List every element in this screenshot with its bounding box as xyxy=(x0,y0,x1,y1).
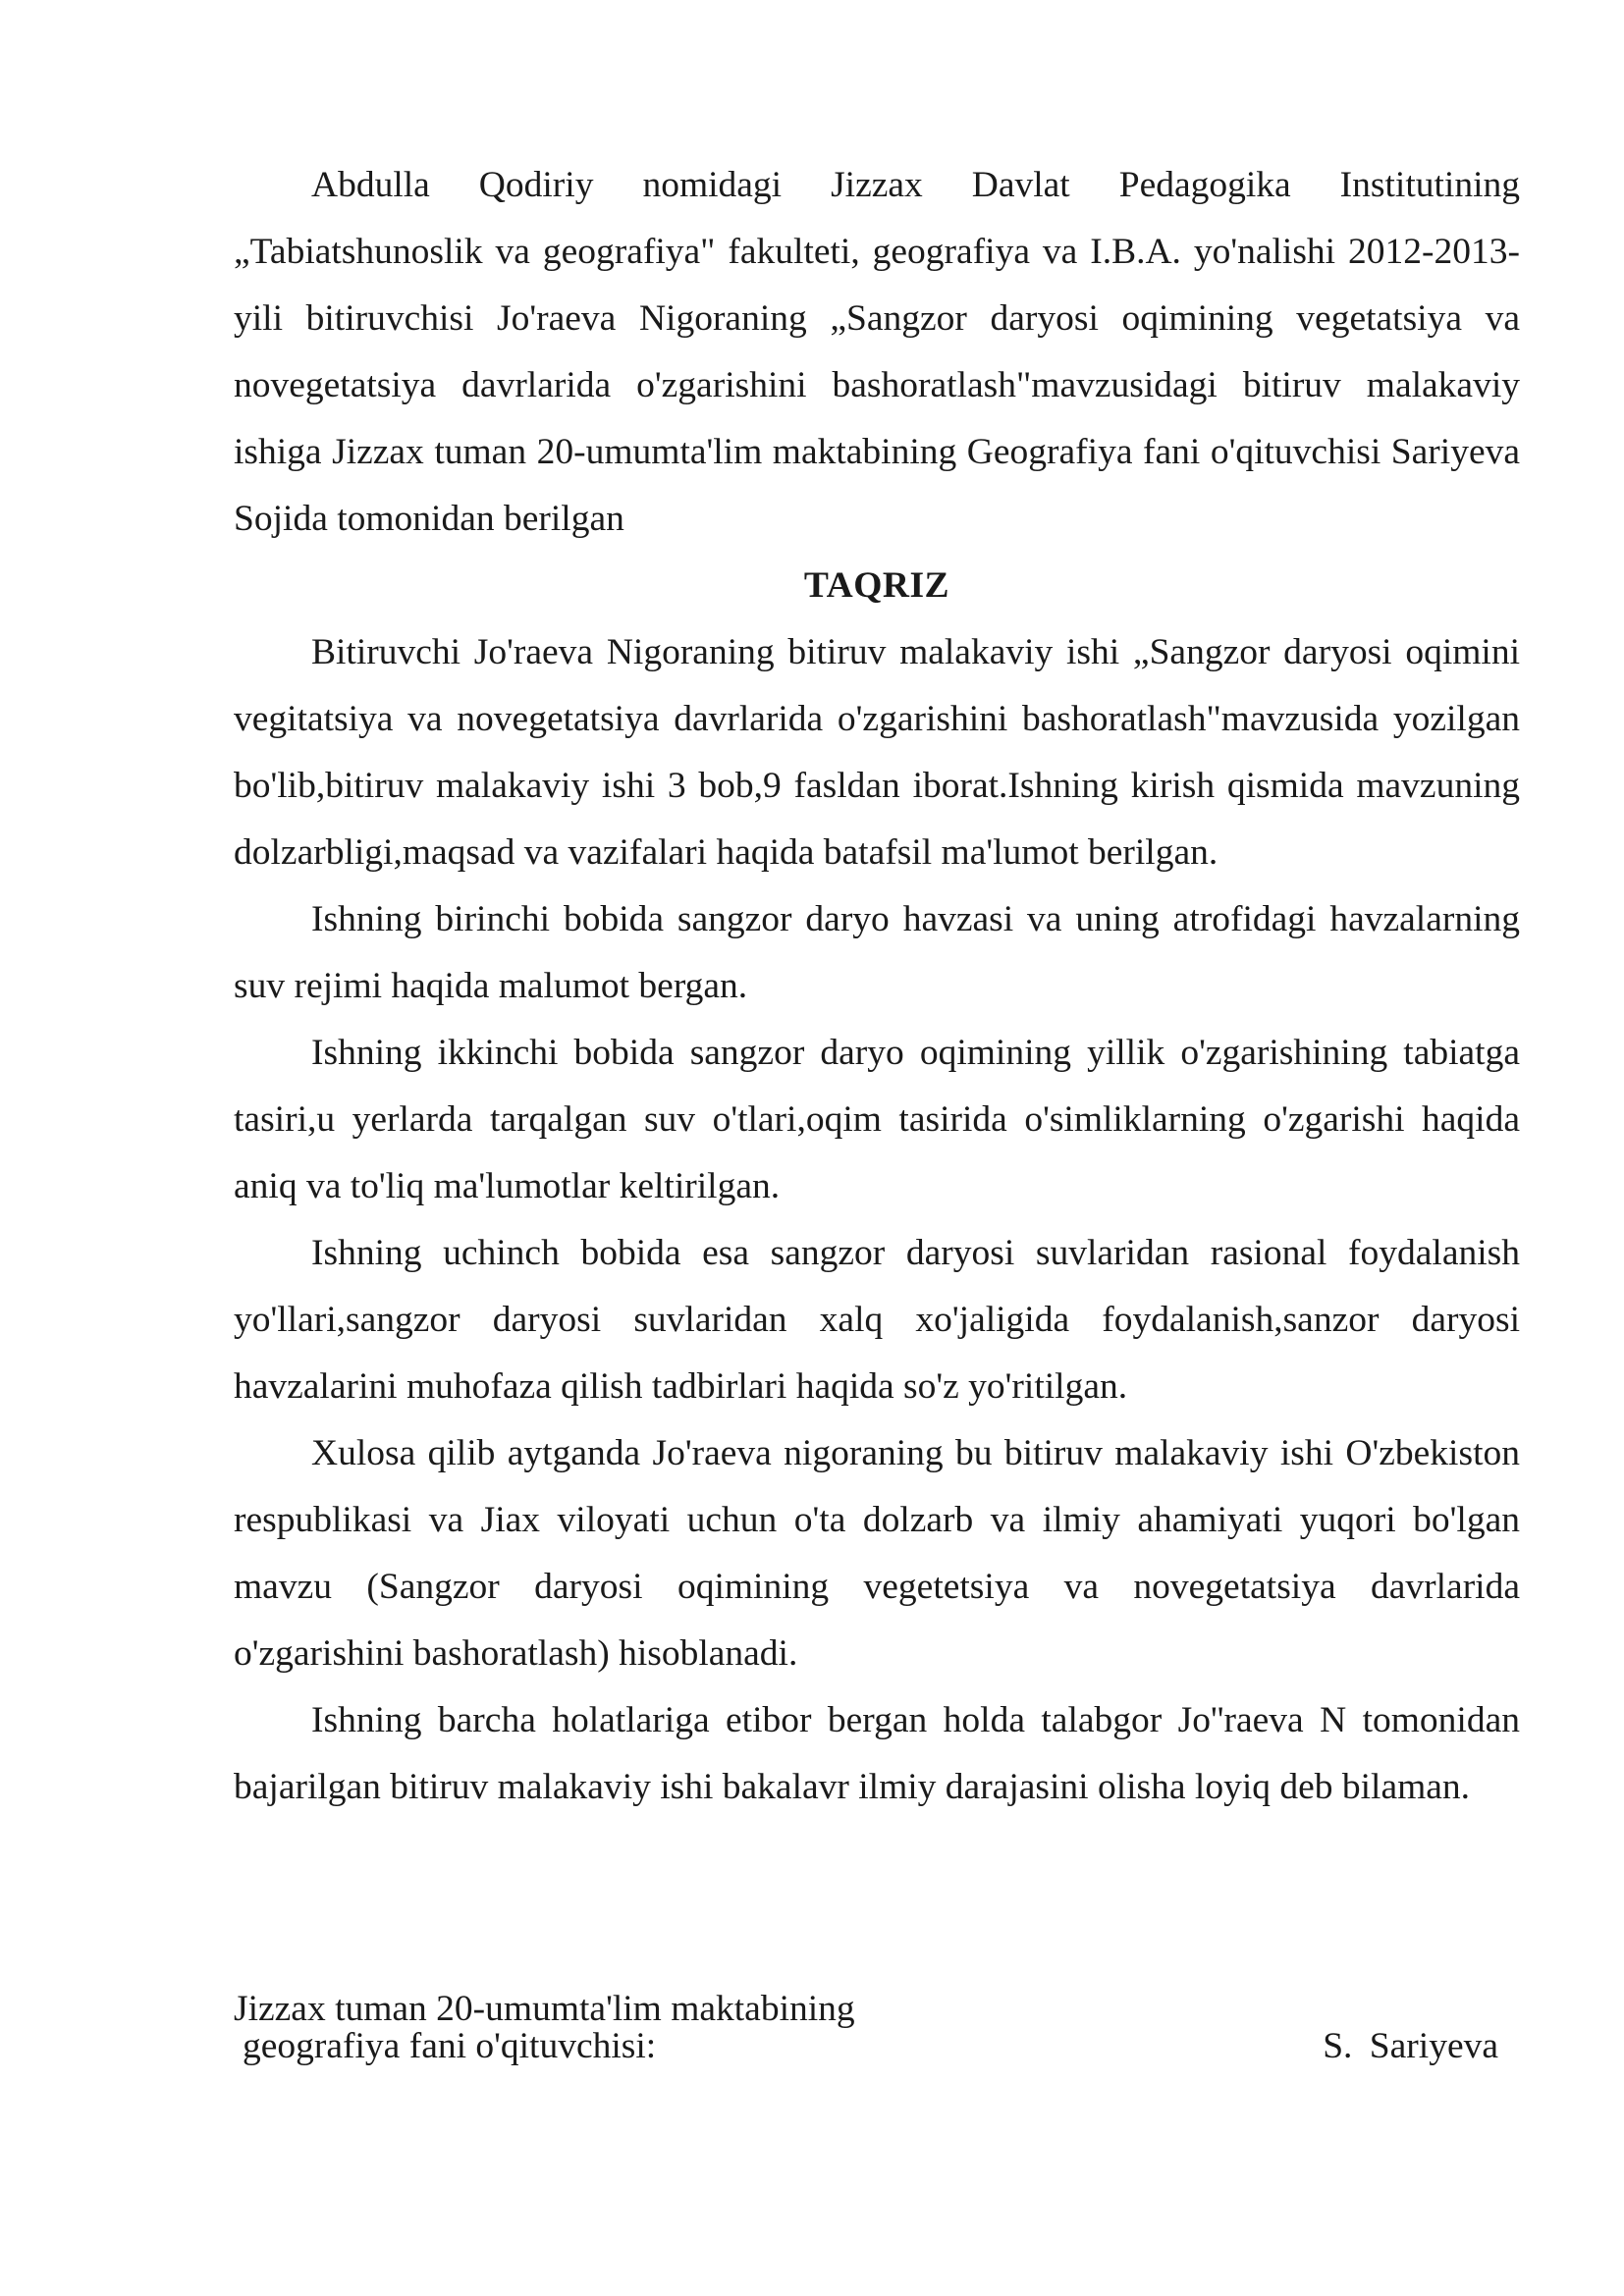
signature-block xyxy=(234,1991,1520,2065)
body-paragraph: Xulosa qilib aytganda Jo'raeva nigoraning bu bitiruv malakaviy ishi O'zbekiston respublikasi va Jiax viloyati uchun o'ta dolzarb va ilmiy ahamiyati yuqori bo'lgan mavzu (Sangzor daryosi oqimining vegetetsiya va novegetatsiya davrlarida o'zgarishini bashoratlash) hisoblanadi. xyxy=(234,1433,1520,1674)
intro-paragraph: Abdulla Qodiriy nomidagi Jizzax Davlat Pedagogika Institutining „Tabiatshunoslik va geografiya" fakulteti, geografiya va I.B.A. yo'nalishi 2012-2013-yili bitiruvchisi Jo'raeva Nigoraning „Sangzor daryosi oqimining vegetatsiya va novegetatsiya davrlarida o'zgarishini bashoratlash"mavzusidagi bitiruv malakaviy ishiga Jizzax tuman 20-umumta'lim maktabining Geografiya fani o'qituvchisi Sariyeva Sojida tomonidan berilgan xyxy=(234,165,1520,539)
signature-role: geografiya fani o'qituvchisi: xyxy=(243,2026,657,2066)
body-paragraph: Ishning barcha holatlariga etibor bergan holda talabgor Jo''raeva N tomonidan bajarilgan bitiruv malakaviy ishi bakalavr ilmiy darajasini olisha loyiq deb bilaman. xyxy=(234,1700,1520,1807)
document-title: TAQRIZ xyxy=(803,565,950,606)
body-paragraph: Bitiruvchi Jo'raeva Nigoraning bitiruv malakaviy ishi „Sangzor daryosi oqimini vegitatsiya va novegetatsiya davrlarida o'zgarishini bashoratlash"mavzusida yozilgan bo'lib,bitiruv malakaviy ishi 3 bob,9 fasldan iborat.Ishning kirish qismida mavzuning dolzarbligi,maqsad va vazifalari haqida batafsil ma'lumot berilgan. xyxy=(234,632,1520,873)
body-paragraph: Ishning ikkinchi bobida sangzor daryo oqimining yillik o'zgarishining tabiatga tasiri,u yerlarda tarqalgan suv o'tlari,oqim tasirida o'simliklarning o'zgarishi haqida aniq va to'liq ma'lumotlar keltirilgan. xyxy=(234,1033,1520,1206)
signature-name: S. Sariyeva xyxy=(1323,2026,1498,2066)
signature-row xyxy=(234,2028,1520,2065)
signature-school: Jizzax tuman 20-umumta'lim maktabining xyxy=(234,1989,855,2029)
document-body xyxy=(234,152,1520,1821)
body-paragraph: Ishning uchinch bobida esa sangzor daryosi suvlaridan rasional foydalanish yo'llari,sangzor daryosi suvlaridan xalq xo'jaligida foydalanish,sanzor daryosi havzalarini muhofaza qilish tadbirlari haqida so'z yo'ritilgan. xyxy=(234,1233,1520,1407)
body-paragraph: Ishning birinchi bobida sangzor daryo havzasi va uning atrofidagi havzalarning suv rejimi haqida malumot bergan. xyxy=(234,899,1520,1006)
